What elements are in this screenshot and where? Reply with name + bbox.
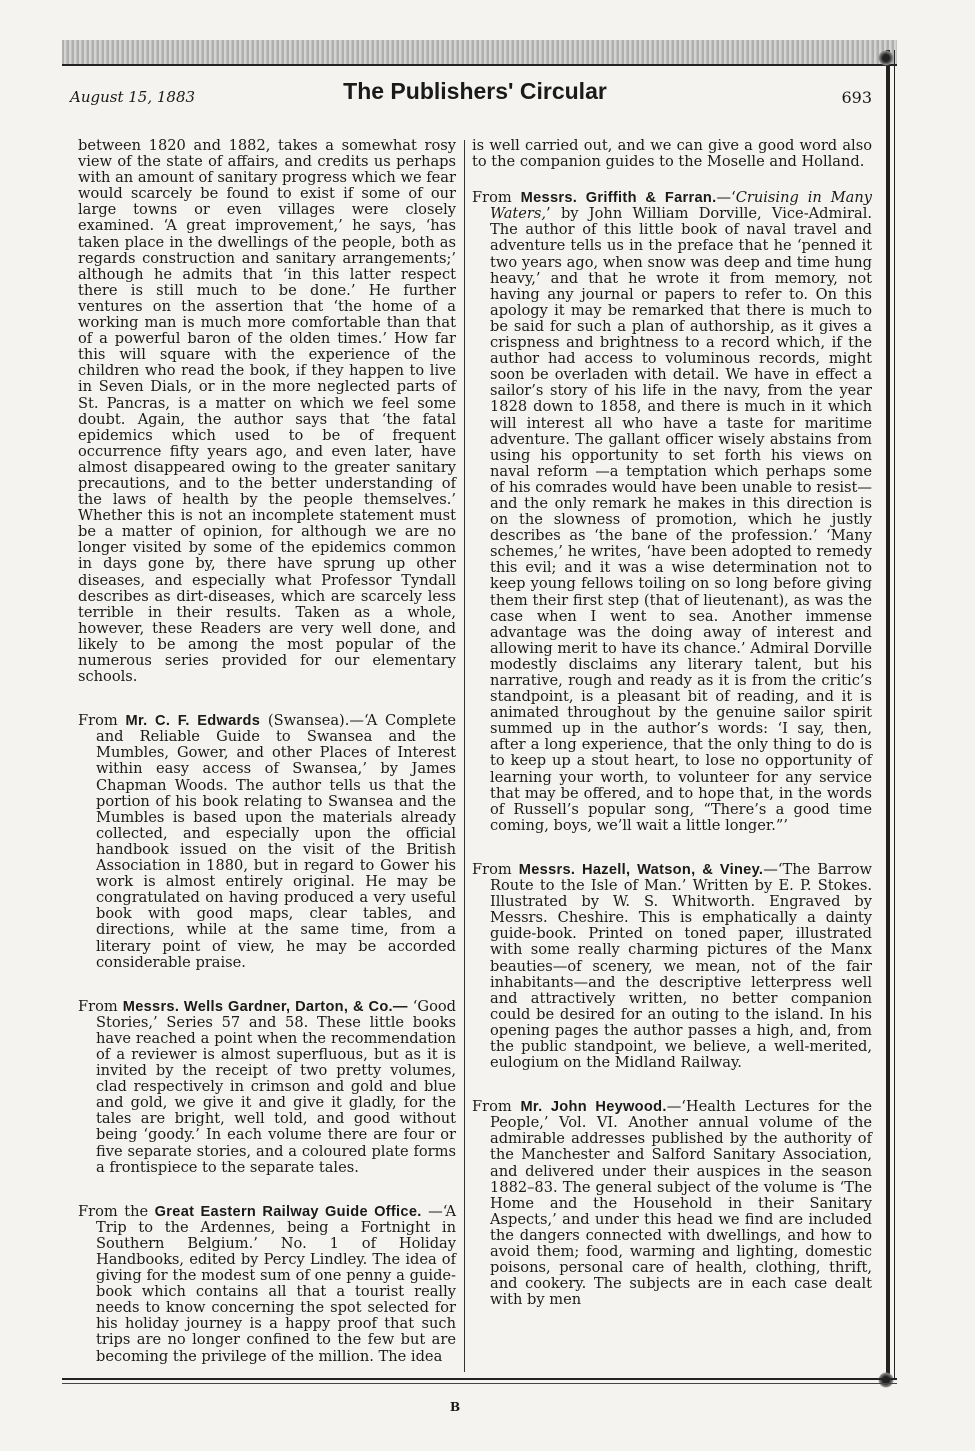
entry-from: From [472,860,512,878]
top-border-line [62,64,897,66]
publisher-name: Mr. John Heywood. [520,1099,667,1116]
entry-from: From [472,1098,512,1116]
entry-body: ‘Good Stories,’ Series 57 and 58. These little books have reached a point when the recommendation of a reviewer is almost superfluous, but as it is invited by the receipt of two pretty volumes, clad respectively in crimson and gold and blue and gold, we give it and give it gladly, for the tales are bright, well told, and good without being ‘goody.’ In each volume there are four or five separate stories, and a coloured plate forms a frontispiece to the separate tales. [96,997,457,1176]
publisher-name: Messrs. Wells Gardner, Darton, & Co.— [122,998,408,1015]
left-column [78,138,456,1365]
bottom-border-line [62,1378,897,1380]
publisher-name: Messrs. Griffith & Farran. [520,190,717,207]
entry-from: From [472,189,512,207]
continued-paragraph: between 1820 and 1882, takes a somewhat rosy view of the state of affairs, and credits us perhaps with an amount of sanitary progress which we fear would scarcely be found to exist if some of our large towns or even villages were closely examined. ‘A great improvement,’ he says, ‘has taken place in the dwellings of the people, both as regards construction and sanitary arrangements;’ although he admits that ‘in this latter respect there is still much to be done.’ He further ventures on the assertion that ‘the home of a working man is much more comfortable than that of a powerful baron of the olden times.’ How far this will square with the experience of the children who read the book, if they happen to live in Seven Dials, or in the more neglected parts of St. Pancras, is a matter on which we feel some doubt. Again, the author says that ‘the fatal epidemics which used to be of frequent occurrence fifty years ago, and even later, have almost disappeared owing to the greater sanitary precautions, and to the better understanding of the laws of health by the people themselves.’ Whether this is not an incomplete statement must be a matter of opinion, for although we are no longer visited by some of the epidemics common in days gone by, there have sprung up other diseases, and especially what Professor Tyndall describes as dirt-diseases, which are scarcely less terrible in their results. Taken as a whole, however, these Readers are very well done, and likely to be among the most popular of the numerous series provided for our elementary schools. [78,137,456,686]
entry-body: —‘The Barrow Route to the Isle of Man.’ Written by E. P. Stokes. Illustrated by W. S. Whitworth. Engraved by Messrs. Cheshire. This is emphatically a dainty guide-book. Printed on toned paper, illustrated with some really charming pictures of the Manx beauties—of scenery, we mean, not of the fair inhabitants—and the descriptive letterpress well and attractively written, no better companion could be desired for an outing to the island. In his opening pages the author passes a high, and, from the public standpoint, we believe, a well-merited, eulogium on the Midland Railway. [490,860,872,1072]
corner-ornament-icon [878,1372,894,1388]
review-entry-great-eastern [78,1204,456,1365]
issue-date: August 15, 1883 [70,88,196,106]
entry-from: From [78,997,118,1015]
entry-body: ’ by John William Dorville, Vice-Admiral. The author of this little book of naval travel and adventure tells us in the preface that he ‘penned it two years ago, when snow was deep and time hung heavy,’ and that he wrote it from memory, not having any journal or papers to refer to. On this apology it may be remarked that there is much to be said for such a plan of authorship, as it gives a crispness and brightness to a record which, if the author had access to voluminous records, might soon be overladen with detail. We have in effect a sailor’s story of his life in the navy, from the year 1828 down to 1858, and there is much in it which will interest all who have a taste for maritime adventure. The gallant officer wisely abstains from using his opportunity to set forth his views on naval reform —a temptation which perhaps some of his comrades would have been unable to resist—and the only remark he makes in this direction is on the slowness of promotion, which he justly describes as ‘the bane of the profession.’ ‘Many schemes,’ he writes, ‘have been adopted to remedy this evil; and it was a wise determination not to keep young fellows toiling on so long before giving them their first step (that of lieutenant), as was the case when I went to sea. Another immense advantage was the doing away of interest and allowing merit to have its chance.’ Admiral Dorville modestly disclaims any literary talent, but his narrative, rough and ready as it is from the critic’s standpoint, is a pleasant bit of reading, and it is animated throughout by the genuine sailor spirit summed up in the author’s words: ‘I say, then, after a long experience, that the only thing to do is to keep up a stout heart, to lose no opportunity of learning your worth, to volunteer for any service that may be offered, and to hope that, in the words of Russell’s popular song, “There’s a good time coming, boys, we’ll wait a little longer.”’ [490,205,872,834]
right-border-hairline [894,50,895,1380]
signature-mark: B [450,1400,461,1414]
continued-paragraph: is well carried out, and we can give a good word also to the companion guides to the Moselle and Holland. [472,137,872,171]
entry-from: From the [78,1202,149,1220]
page-header [70,76,880,110]
review-entry-hazell-watson [472,862,872,1071]
entry-dash: —‘ [716,189,736,207]
entry-body: —‘Health Lectures for the People,’ Vol. VI. Another annual volume of the admirable addresses published by the authority of the Manchester and Salford Sanitary Association, and delivered under their auspices in the season 1882–83. The general subject of the volume is ‘The Home and the Household in their Sanitary Aspects,’ and under this head we find are included the dangers connected with dwellings, and how to avoid them; food, warming and lighting, domestic poisons, personal care of health, clothing, thrift, and cookery. The subjects are in each case dealt with by men [490,1098,872,1309]
publisher-name: Great Eastern Railway Guide Office. [154,1203,422,1220]
right-column [472,138,872,1308]
bottom-border-hairline [62,1383,897,1384]
book-title: Cruising in Many Waters, [490,189,872,223]
publisher-name: Messrs. Hazell, Watson, & Viney. [518,861,764,878]
publisher-name: Mr. C. F. Edwards [125,713,261,730]
corner-ornament-icon [878,50,894,66]
right-border-line [886,50,890,1380]
entry-from: From [78,712,118,730]
review-entry-edwards [78,713,456,971]
review-entry-griffith-farran [472,190,872,834]
page-number: 693 [841,88,872,107]
entry-body: —‘A Trip to the Ardennes, being a Fortnight in Southern Belgium.’ No. 1 of Holiday Handbooks, edited by Percy Lindley. The idea of giving for the modest sum of one penny a guide-book which contains all that a tourist really needs to know concerning the spot selected for his holiday journey is a happy proof that such trips are no longer confined to the few but are becoming the privilege of the million. The idea [96,1202,457,1365]
page-title: The Publishers' Circular [343,78,607,104]
column-divider [464,140,465,1372]
entry-body: (Swansea).—‘A Complete and Reliable Guide to Swansea and the Mumbles, Gower, and other Places of Interest within easy access of Swansea,’ by James Chapman Woods. The author tells us that the portion of his book relating to Swansea and the Mumbles is based upon the materials already collected, and especially upon the official handbook issued on the visit of the British Association in 1880, but in regard to Gower his work is almost entirely original. He may be congratulated on having produced a very useful book with good maps, clear tables, and directions, while at the same time, from a literary point of view, he may be accorded considerable praise. [96,712,456,971]
review-entry-heywood [472,1099,872,1308]
top-decorative-rule [62,40,897,64]
review-entry-wells-gardner [78,999,456,1176]
